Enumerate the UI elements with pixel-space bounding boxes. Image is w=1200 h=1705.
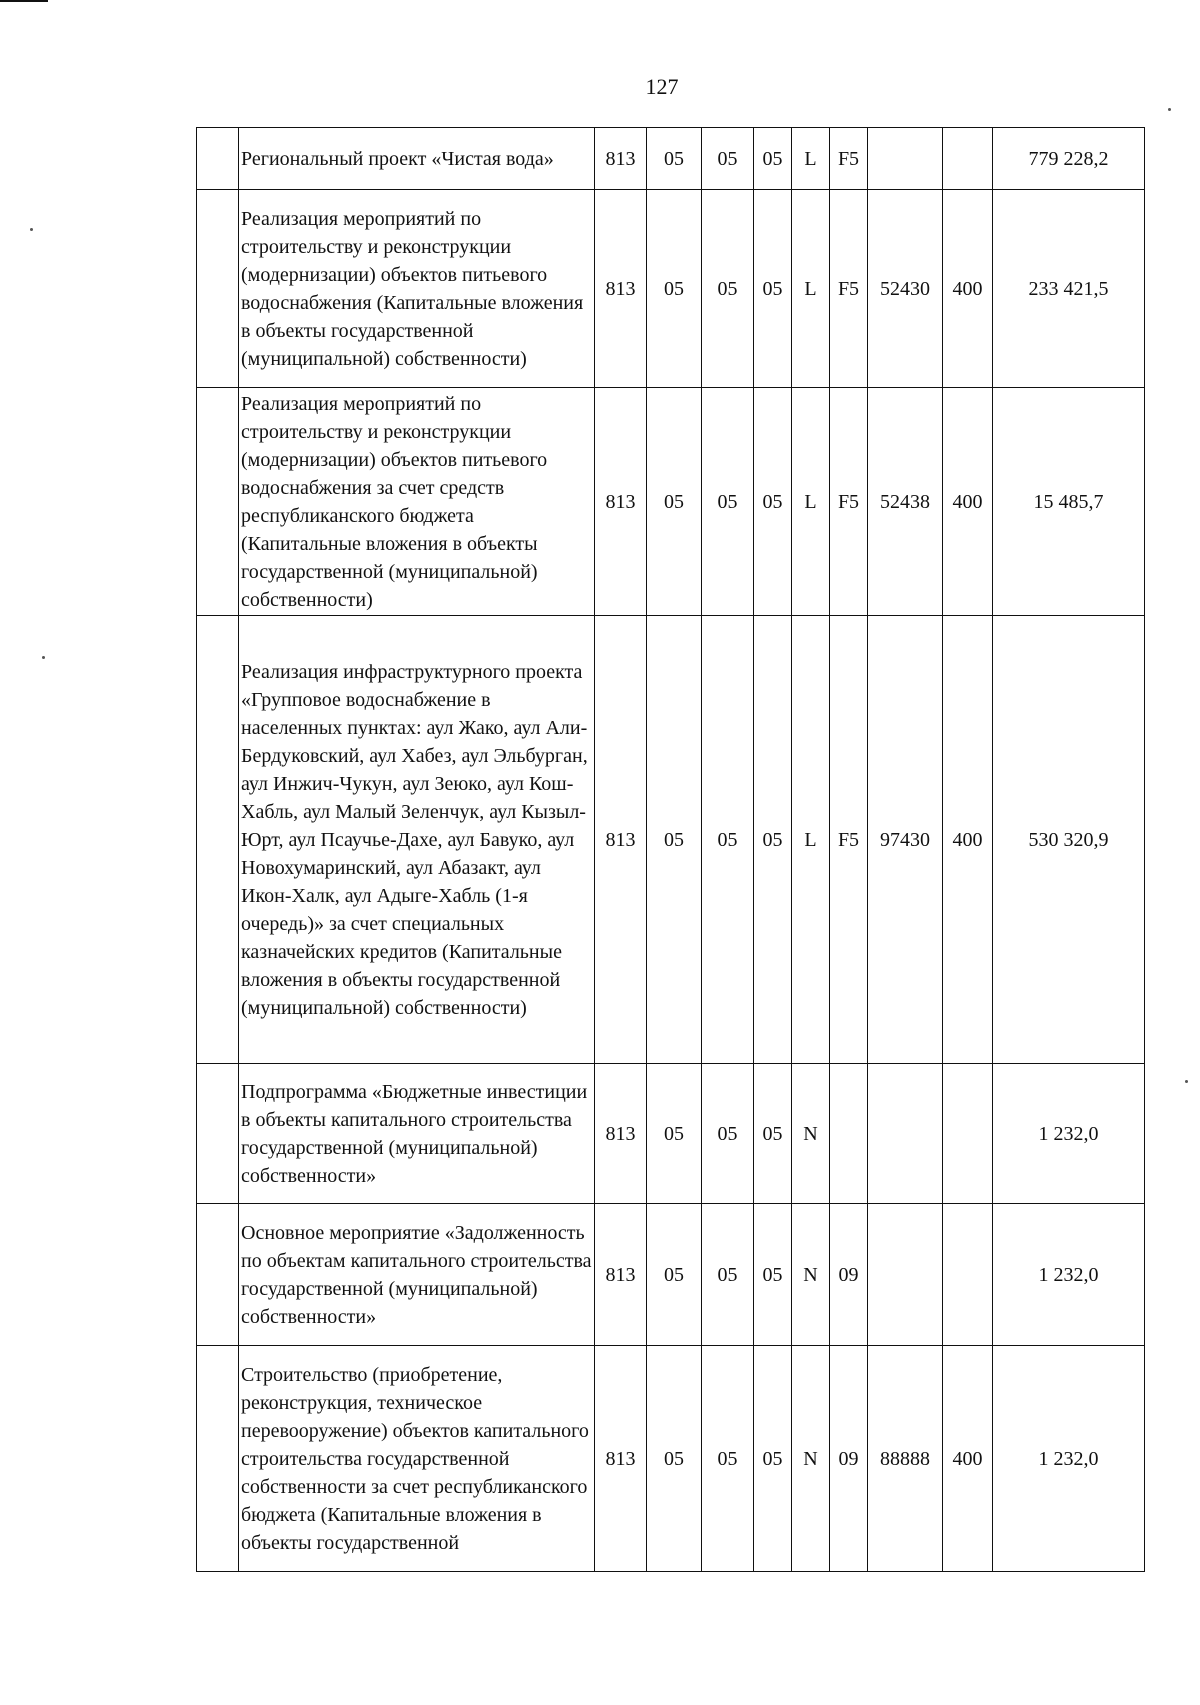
code-direction-cell bbox=[868, 128, 943, 190]
code-expense-type-cell bbox=[943, 1064, 993, 1204]
code-section-cell: 05 bbox=[647, 1064, 702, 1204]
code-event-cell: 09 bbox=[830, 1204, 868, 1346]
table-row bbox=[197, 1204, 1145, 1346]
code-subsection-cell: 05 bbox=[702, 190, 754, 388]
code-subsection-cell: 05 bbox=[702, 1204, 754, 1346]
table-row bbox=[197, 1346, 1145, 1572]
table-row bbox=[197, 1064, 1145, 1204]
page-number: 127 bbox=[645, 74, 679, 99]
code-expense-type-cell: 400 bbox=[943, 616, 993, 1064]
amount-cell: 1 232,0 bbox=[993, 1064, 1145, 1204]
code-gov-cell: 813 bbox=[595, 1064, 647, 1204]
row-number-cell bbox=[197, 128, 239, 190]
row-name-cell: Реализация мероприятий по строительству и реконструкции (модернизации) объектов питьевого водоснабжения за счет средств республиканского бюджета (Капитальные вложения в объекты государственной (муниципальной) собственности) bbox=[239, 388, 595, 616]
code-program-cell: 05 bbox=[754, 1064, 792, 1204]
scan-speck bbox=[1168, 108, 1171, 111]
row-name-cell: Региональный проект «Чистая вода» bbox=[239, 128, 595, 190]
code-section-cell: 05 bbox=[647, 1204, 702, 1346]
code-program-cell: 05 bbox=[754, 190, 792, 388]
row-number-cell bbox=[197, 1064, 239, 1204]
code-direction-cell: 88888 bbox=[868, 1346, 943, 1572]
row-name-cell: Реализация инфраструктурного проекта «Групповое водоснабжение в населенных пунктах: аул Жако, аул Али-Бердуковский, аул Хабез, аул Эльбурган, аул Инжич-Чукун, аул Зеюко, аул Кош- Хабль, аул Малый Зеленчук, аул Кызыл-Юрт, аул Псаучье-Дахе, аул Бавуко, аул Новохумаринский, аул Абазакт, аул Икон-Халк, аул Адыге-Хабль (1-я очередь)» за счет специальных казначейских кредитов (Капитальные вложения в объекты государственной (муниципальной) собственности) bbox=[239, 616, 595, 1064]
code-expense-type-cell bbox=[943, 1204, 993, 1346]
code-expense-type-cell: 400 bbox=[943, 190, 993, 388]
code-expense-type-cell: 400 bbox=[943, 1346, 993, 1572]
code-direction-cell: 97430 bbox=[868, 616, 943, 1064]
code-expense-type-cell bbox=[943, 128, 993, 190]
code-program-cell: 05 bbox=[754, 1204, 792, 1346]
amount-cell: 1 232,0 bbox=[993, 1346, 1145, 1572]
code-event-cell: F5 bbox=[830, 388, 868, 616]
code-subprogram-cell: L bbox=[792, 388, 830, 616]
code-gov-cell: 813 bbox=[595, 1204, 647, 1346]
code-expense-type-cell: 400 bbox=[943, 388, 993, 616]
table-row bbox=[197, 616, 1145, 1064]
scan-corner-mark bbox=[0, 0, 48, 2]
table-row bbox=[197, 388, 1145, 616]
row-name-cell: Подпрограмма «Бюджетные инвестиции в объекты капитального строительства государственной (муниципальной) собственности» bbox=[239, 1064, 595, 1204]
row-number-cell bbox=[197, 1204, 239, 1346]
code-direction-cell bbox=[868, 1064, 943, 1204]
table-row bbox=[197, 128, 1145, 190]
amount-cell: 233 421,5 bbox=[993, 190, 1145, 388]
budget-table-body bbox=[197, 128, 1145, 1572]
row-name-cell: Основное мероприятие «Задолженность по объектам капитального строительства государственной (муниципальной) собственности» bbox=[239, 1204, 595, 1346]
code-section-cell: 05 bbox=[647, 388, 702, 616]
code-event-cell: F5 bbox=[830, 128, 868, 190]
row-number-cell bbox=[197, 388, 239, 616]
code-direction-cell: 52438 bbox=[868, 388, 943, 616]
code-gov-cell: 813 bbox=[595, 1346, 647, 1572]
code-section-cell: 05 bbox=[647, 190, 702, 388]
code-subsection-cell: 05 bbox=[702, 1064, 754, 1204]
code-section-cell: 05 bbox=[647, 616, 702, 1064]
code-subprogram-cell: N bbox=[792, 1346, 830, 1572]
code-subsection-cell: 05 bbox=[702, 128, 754, 190]
amount-cell: 530 320,9 bbox=[993, 616, 1145, 1064]
code-section-cell: 05 bbox=[647, 1346, 702, 1572]
code-gov-cell: 813 bbox=[595, 128, 647, 190]
code-subprogram-cell: L bbox=[792, 616, 830, 1064]
code-program-cell: 05 bbox=[754, 128, 792, 190]
amount-cell: 1 232,0 bbox=[993, 1204, 1145, 1346]
code-gov-cell: 813 bbox=[595, 388, 647, 616]
code-program-cell: 05 bbox=[754, 616, 792, 1064]
code-direction-cell bbox=[868, 1204, 943, 1346]
code-program-cell: 05 bbox=[754, 1346, 792, 1572]
row-number-cell bbox=[197, 190, 239, 388]
budget-table bbox=[196, 127, 1145, 1572]
table-row bbox=[197, 190, 1145, 388]
scan-speck bbox=[30, 228, 33, 231]
code-subprogram-cell: N bbox=[792, 1204, 830, 1346]
code-event-cell bbox=[830, 1064, 868, 1204]
code-gov-cell: 813 bbox=[595, 190, 647, 388]
amount-cell: 779 228,2 bbox=[993, 128, 1145, 190]
code-subsection-cell: 05 bbox=[702, 1346, 754, 1572]
row-number-cell bbox=[197, 616, 239, 1064]
code-subprogram-cell: L bbox=[792, 128, 830, 190]
row-name-cell: Реализация мероприятий по строительству и реконструкции (модернизации) объектов питьевого водоснабжения (Капитальные вложения в объекты государственной (муниципальной) собственности) bbox=[239, 190, 595, 388]
scan-speck bbox=[42, 656, 45, 659]
code-program-cell: 05 bbox=[754, 388, 792, 616]
code-subprogram-cell: N bbox=[792, 1064, 830, 1204]
code-direction-cell: 52430 bbox=[868, 190, 943, 388]
code-event-cell: F5 bbox=[830, 616, 868, 1064]
code-gov-cell: 813 bbox=[595, 616, 647, 1064]
scan-speck bbox=[1185, 1080, 1188, 1083]
amount-cell: 15 485,7 bbox=[993, 388, 1145, 616]
code-event-cell: F5 bbox=[830, 190, 868, 388]
code-subsection-cell: 05 bbox=[702, 616, 754, 1064]
row-name-cell: Строительство (приобретение, реконструкция, техническое перевооружение) объектов капитального строительства государственной собственности за счет республиканского бюджета (Капитальные вложения в объекты государственной bbox=[239, 1346, 595, 1572]
row-number-cell bbox=[197, 1346, 239, 1572]
code-event-cell: 09 bbox=[830, 1346, 868, 1572]
code-section-cell: 05 bbox=[647, 128, 702, 190]
code-subprogram-cell: L bbox=[792, 190, 830, 388]
code-subsection-cell: 05 bbox=[702, 388, 754, 616]
